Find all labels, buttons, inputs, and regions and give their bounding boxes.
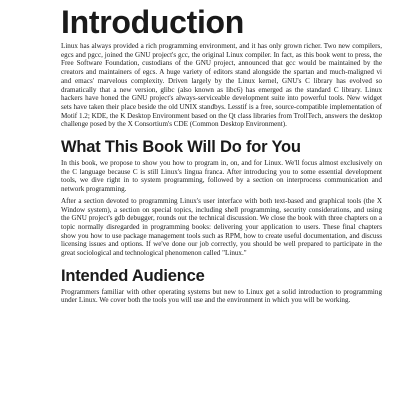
paragraph-audience: Programmers familiar with other operating systems but new to Linux get a solid introduction to programming under Linux. We cover both the tools you will use and the environment in which you will be working. <box>61 287 382 305</box>
section-heading-what-this-book-will-do: What This Book Will Do for You <box>61 138 301 157</box>
paragraph-book-2: After a section devoted to programming Linux's user interface with both text-based and graphical tools (the X Window system), a section on special topics, including shell programming, security considerations, and using the GNU project's gdb debugger, rounds out the technical discussion. We close the book with three chapters on a topic normally disregarded in programming books: delivering your application to users. These final chapters show you how to use package management tools such as RPM, how to create useful documentation, and discuss licensing issues and options. If we've done our job correctly, you should be well prepared to participate in the great sociological and technological phenomenon called "Linux." <box>61 196 382 258</box>
chapter-heading-introduction: Introduction <box>61 4 245 40</box>
paragraph-book-1: In this book, we propose to show you how to program in, on, and for Linux. We'll focus almost exclusively on the C language because C is still Linux's lingua franca. After introducing you to some essential development tools, we dive right in to system programming, followed by a section on interprocess communication and network programming. <box>61 159 382 194</box>
section-heading-intended-audience: Intended Audience <box>61 266 205 285</box>
paragraph-intro: Linux has always provided a rich programming environment, and it has only grown richer. Two new compilers, egcs and pgcc, joined the GNU project's gcc, the original Linux compiler. In fact, as this book went to press, the Free Software Foundation, custodians of the GNU project, announced that gcc would be maintained by the creators and maintainers of egcs. A huge variety of editors stand alongside the spartan and much-maligned vi and emacs' marvelous complexity. Driven largely by the Linux kernel, GNU's C library has evolved so dramatically that a new version, glibc (also known as libc6) has emerged as the standard C library. Linux hackers have honed the GNU project's always-serviceable development suite into powerful tools. New widget sets have taken their place beside the old UNIX standbys. Lesstif is a free, source-compatible implementation of Motif 1.2; KDE, the K Desktop Environment based on the Qt class libraries from TrollTech, answers the desktop challenge posed by the X Consortium's CDE (Common Desktop Environment). <box>61 42 382 129</box>
